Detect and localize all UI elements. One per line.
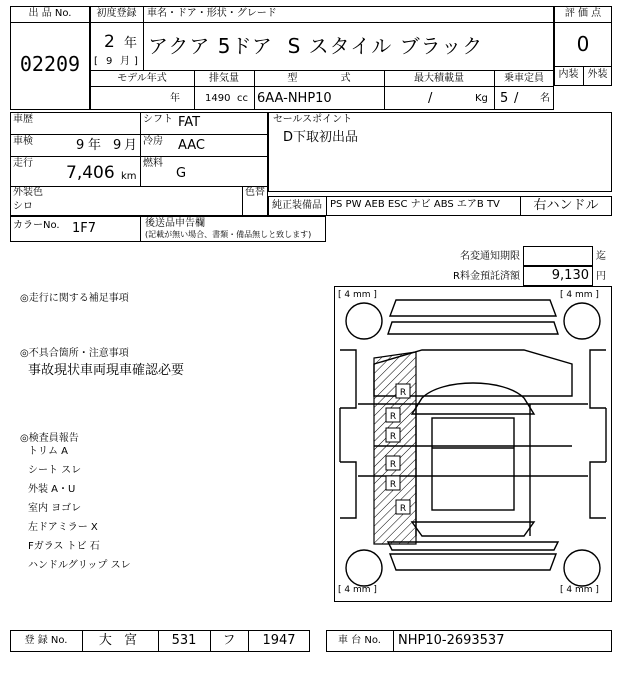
inspector-item: 室内 ヨゴレ (28, 503, 82, 514)
model-year-unit: 年 (170, 93, 180, 104)
inspector-item: トリム A (28, 446, 69, 457)
name-change-label: 名変通知期限 (460, 251, 520, 262)
inspector-list (28, 446, 131, 579)
recycle-value: 9,130 (551, 268, 589, 283)
tire-label-tr: [ 4 mm ] (560, 290, 599, 300)
tire-label-tl: [ 4 mm ] (338, 290, 377, 300)
shift-value: FAT (178, 115, 201, 130)
max-load-label: 最大積載量 (414, 73, 464, 84)
repaint-label: 色替 (245, 187, 265, 198)
first-reg-label: 初度登録 (96, 8, 137, 19)
sales-point-label: セールスポイント (273, 114, 353, 125)
fuel-value: G (176, 166, 187, 181)
type-label: 型 式 (287, 73, 351, 84)
reg-area: 大 宮 (98, 633, 142, 648)
chassis-no: NHP10-2693537 (398, 633, 505, 648)
exterior-label: 外装 (587, 69, 608, 80)
color-no-label: カラーNo. (13, 220, 60, 231)
inspector-item: 外装 A・U (28, 484, 76, 495)
max-load: / (428, 91, 433, 106)
inspection-month-unit: 月 (124, 138, 138, 153)
lot-number: 02209 (19, 52, 81, 76)
repair-mark-text: R (399, 388, 407, 398)
mileage-unit: km (121, 171, 137, 182)
displacement-label: 排気量 (209, 73, 239, 84)
reg-kana: フ (222, 633, 236, 648)
equipment-value: PS PW AEB ESC ナビ ABS エアB TV (330, 199, 500, 210)
inspection-month: 9 (113, 138, 122, 153)
capacity-label: 乗車定員 (504, 73, 544, 84)
ac-label: 冷房 (143, 136, 163, 147)
reg-month: 9 (106, 56, 113, 67)
car-name: アクア 5ドア S スタイル ブラック (148, 34, 484, 58)
repair-mark-text: R (389, 432, 397, 442)
repair-mark-3 (386, 428, 400, 442)
tire-tl: 4 (344, 290, 351, 300)
car-name-label: 車名・ドア・形状・グレード (147, 8, 277, 19)
score-value: 0 (576, 32, 590, 56)
tire-unit: mm (574, 585, 593, 595)
reg-month-close: ] (134, 56, 138, 67)
reg-month-unit: 月 (120, 56, 130, 67)
score-label: 評 価 点 (564, 8, 602, 19)
reg-no-label: 登 録 No. (24, 635, 68, 646)
inspection-year-unit: 年 (88, 138, 102, 153)
inspection-label: 車検 (13, 136, 33, 147)
equipment-label: 純正装備品 (272, 200, 322, 211)
vehicle-diagram-svg (334, 286, 612, 602)
defects-text: 事故現状車両現車確認必要 (28, 363, 185, 378)
name-change-box (523, 246, 593, 266)
recycle-unit: 円 (596, 271, 606, 282)
after-report-label: 後送品申告欄 (145, 218, 205, 229)
capacity-value: 5 (500, 91, 509, 106)
displacement-unit: cc (237, 93, 248, 104)
tire-label-br: [ 4 mm ] (560, 585, 599, 595)
repair-mark-6 (396, 500, 410, 514)
recycle-label: R料金預託済額 (453, 271, 520, 282)
shift-label: シフト (143, 114, 173, 125)
inspection-year: 9 (76, 138, 85, 153)
tire-br: 4 (566, 585, 573, 595)
tire-label-bl: [ 4 mm ] (338, 585, 377, 595)
after-report-note: (記載が無い場合、書類・備品無しと致します) (145, 230, 312, 239)
repair-mark-text: R (389, 460, 397, 470)
chassis-label: 車 台 No. (338, 635, 381, 646)
tire-unit: mm (574, 290, 593, 300)
ac-value: AAC (178, 138, 205, 153)
history-label: 車歴 (13, 114, 33, 125)
repair-mark-2 (386, 408, 400, 422)
reg-month-open: [ (94, 56, 98, 67)
inspector-item: シート スレ (28, 465, 82, 476)
defects-title: ◎不具合箇所・注意事項 (20, 348, 129, 359)
repair-mark-1 (396, 384, 410, 398)
tire-tr: 4 (566, 290, 573, 300)
tire-unit: mm (352, 290, 371, 300)
displacement: 1490 (205, 93, 231, 104)
reg-year: 2 (104, 32, 115, 52)
wheel-fr (564, 303, 600, 339)
inspector-item: ハンドルグリップ スレ (28, 560, 131, 571)
tire-unit: mm (352, 585, 371, 595)
type-value: 6AA-NHP10 (257, 91, 332, 106)
model-year-label: モデル年式 (117, 73, 167, 84)
sales-point-value: D下取初出品 (283, 130, 359, 145)
inspector-item: Fガラス トビ 石 (28, 541, 100, 552)
repair-mark-5 (386, 476, 400, 490)
repair-mark-text: R (399, 504, 407, 514)
capacity-unit: 名 (540, 93, 550, 104)
specs-box (10, 112, 268, 216)
repair-mark-4 (386, 456, 400, 470)
repair-mark-text: R (389, 412, 397, 422)
handle-value: 右ハンドル (533, 198, 599, 213)
tire-bl: 4 (344, 585, 351, 595)
lot-label: 出 品 No. (28, 8, 72, 19)
exterior-color-label: 外装色 (13, 187, 43, 198)
interior-label: 内装 (558, 69, 579, 80)
repair-mark-text: R (389, 480, 397, 490)
exterior-color-value: シロ (13, 201, 33, 212)
wheel-fl (346, 303, 382, 339)
wheel-rr (564, 550, 600, 586)
mileage-value: 7,406 (66, 163, 115, 183)
inspector-title: ◎検査員報告 (20, 433, 79, 444)
reg-number: 1947 (262, 633, 296, 648)
hatched-left-side (374, 352, 416, 544)
driving-notes-title: ◎走行に関する補足事項 (20, 293, 129, 304)
capacity-slash: / (514, 91, 519, 106)
mileage-label: 走行 (13, 158, 33, 169)
wheel-rl (346, 550, 382, 586)
color-no-value: 1F7 (72, 221, 97, 236)
name-change-unit: 迄 (596, 251, 606, 262)
fuel-label: 燃料 (143, 158, 163, 169)
reg-class: 531 (171, 633, 197, 648)
max-load-unit: Kg (475, 93, 488, 104)
reg-year-unit: 年 (124, 36, 138, 51)
inspector-item: 左ドアミラー X (28, 522, 98, 533)
